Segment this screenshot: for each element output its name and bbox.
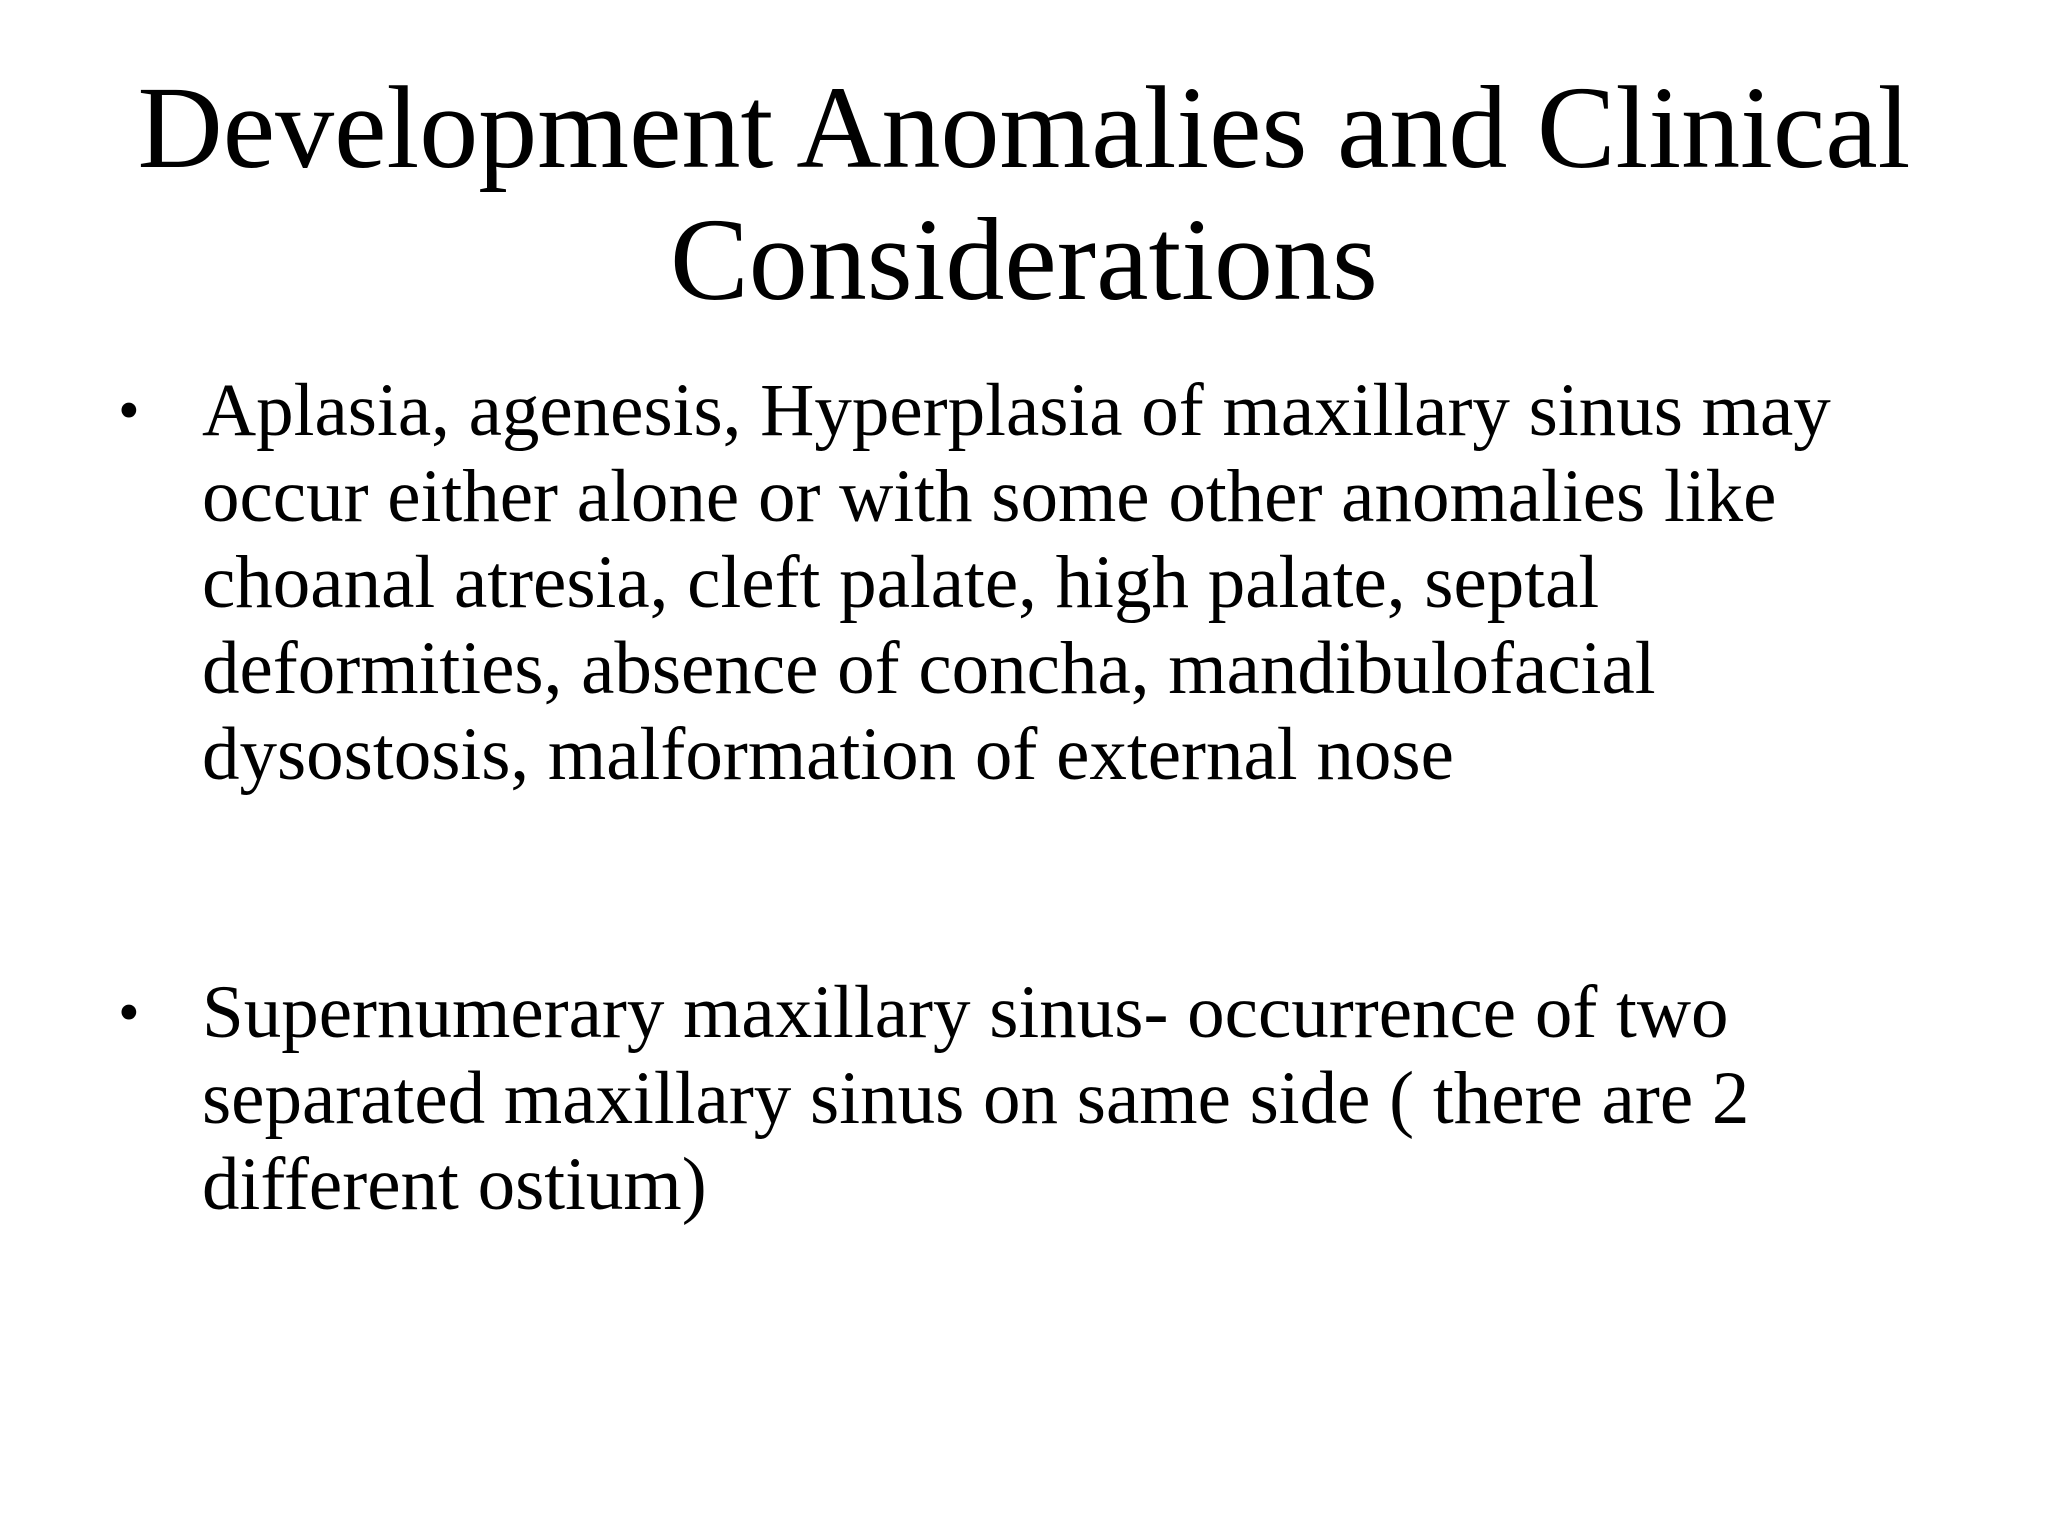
bullet-item-2 [118, 970, 1918, 1228]
bullet-item-1 [118, 368, 1918, 798]
bullet-text-1: Aplasia, agenesis, Hyperplasia of maxillary sinus may occur either alone or with some other anomalies like choanal atresia, cleft palate, high palate, septal deformities, absence of concha, mandibulofacial dysostosis, malformation of external nose [202, 369, 1831, 796]
slide-title: Development Anomalies and Clinical Considerations [137, 62, 1911, 325]
bullet-text-2: Supernumerary maxillary sinus- occurrence of two separated maxillary sinus on same side ( there are 2 different ostium) [202, 971, 1750, 1226]
bullet-marker: • [118, 979, 140, 1047]
bullet-list [118, 368, 1918, 1228]
bullet-marker: • [118, 377, 140, 445]
